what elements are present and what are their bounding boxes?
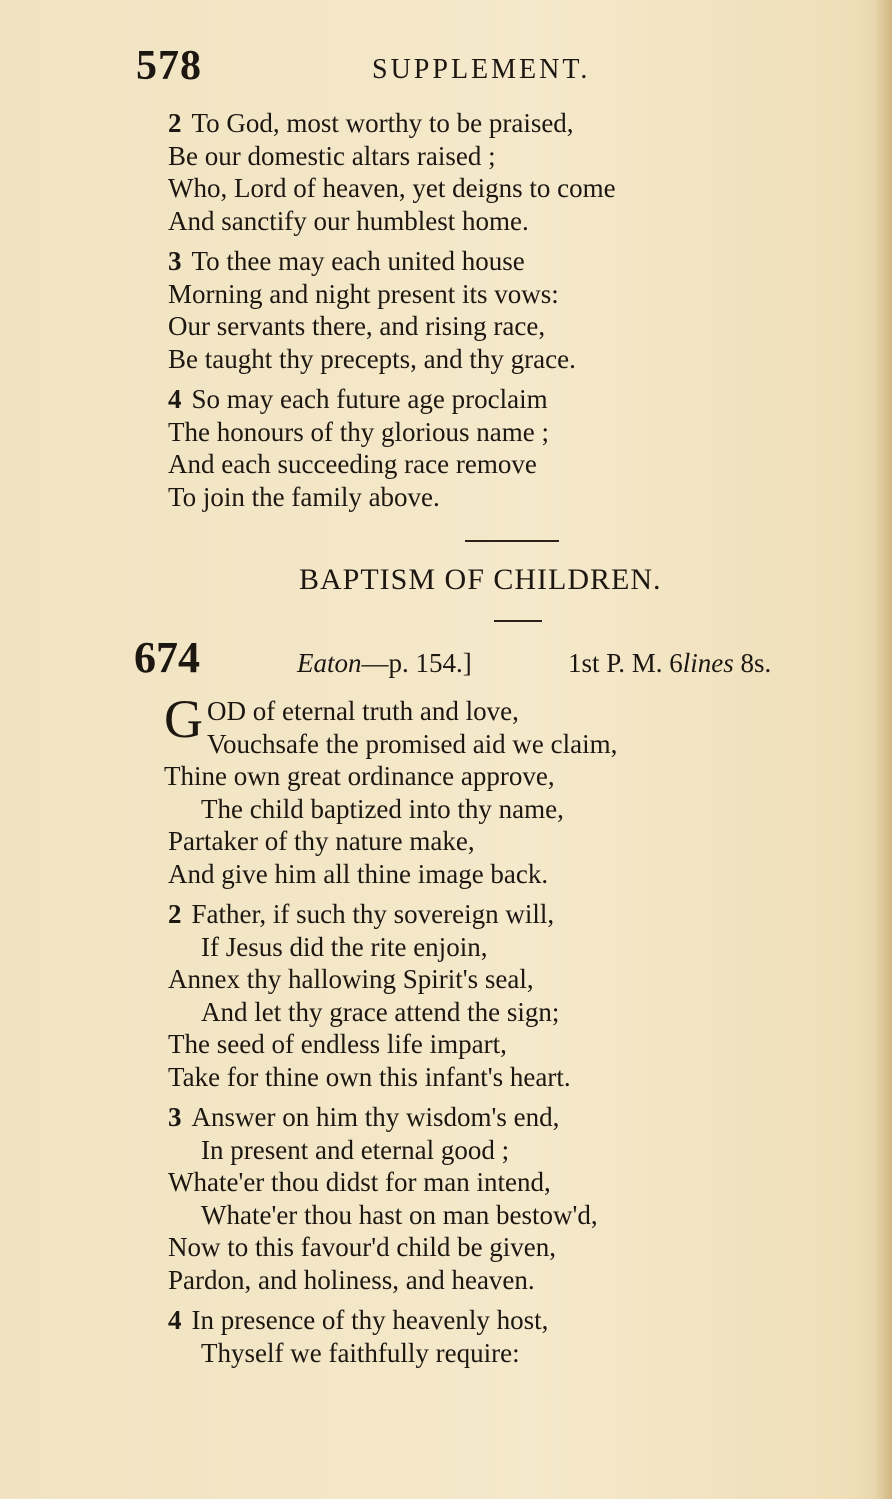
verse-2 [168, 107, 848, 237]
verse-line: 4 In presence of thy heavenly host, [168, 1305, 549, 1335]
page-edge-shadow [874, 0, 892, 1499]
verse-line: Now to this favour'd child be given, [168, 1232, 557, 1262]
verse-line: And let thy grace attend the sign; [201, 996, 560, 1027]
verse-line: Be taught thy precepts, and thy grace. [168, 343, 576, 374]
hymn-number: 674 [134, 633, 200, 682]
page-number: 578 [136, 43, 202, 89]
verse-line: Whate'er thou hast on man bestow'd, [201, 1199, 598, 1230]
drop-cap: G [164, 689, 203, 749]
verse-number: 3 [168, 1102, 182, 1132]
verse-line: Our servants there, and rising race, [168, 311, 546, 341]
verse-line: Be our domestic altars raised ; [168, 140, 496, 171]
verse-line: Thine own great ordinance approve, [164, 761, 555, 791]
verse-number: 3 [168, 246, 182, 276]
verse-line: And sanctify our humblest home. [168, 205, 529, 236]
verse-line: 2 Father, if such thy sovereign will, [168, 899, 555, 929]
verse-line: Vouchsafe the promised aid we claim, [207, 728, 618, 759]
verse-line: Take for thine own this infant's heart. [168, 1061, 571, 1092]
verse-line: The honours of thy glorious name ; [168, 416, 549, 447]
running-head: SUPPLEMENT. [372, 54, 591, 85]
verse-line: And give him all thine image back. [168, 858, 549, 889]
verse-line: And each succeeding race remove [168, 449, 537, 479]
verse-line: Pardon, and holiness, and heaven. [168, 1264, 535, 1295]
verse-line: If Jesus did the rite enjoin, [201, 931, 488, 962]
previous-hymn-continuation [168, 107, 848, 513]
verse-line: Morning and night present its vows: [168, 278, 559, 309]
section-divider-top [465, 540, 559, 542]
verse-2 [168, 898, 858, 1093]
hymn-header [134, 632, 864, 682]
verse-4 [168, 383, 848, 513]
page-header [136, 42, 836, 92]
verse-line: In present and eternal good ; [201, 1134, 510, 1165]
verse-line: Who, Lord of heaven, yet deigns to come [168, 173, 616, 203]
verse-line: 4 So may each future age proclaim [168, 384, 548, 414]
section-title: BAPTISM OF CHILDREN. [299, 563, 662, 596]
verse-3 [168, 245, 848, 375]
verse-4 [168, 1304, 858, 1369]
tune-page: —p. 154.] [361, 648, 472, 678]
verse-line: To join the family above. [168, 481, 440, 512]
tune-name: Eaton [297, 648, 362, 678]
tune-reference [297, 648, 472, 679]
verse-number: 4 [168, 1305, 182, 1335]
verse-line: Annex thy hallowing Spirit's seal, [168, 964, 534, 994]
verse-line: Partaker of thy nature make, [168, 826, 475, 856]
verse-number: 4 [168, 384, 182, 414]
verse-number: 2 [168, 108, 182, 138]
verse-line: GOD of eternal truth and love, [164, 689, 519, 749]
verse-line: Thyself we faithfully require: [201, 1337, 520, 1368]
hymn-674-text [164, 689, 858, 1369]
verse-1 [164, 689, 858, 890]
verse-number: 2 [168, 899, 182, 929]
verse-line: 3 Answer on him thy wisdom's end, [168, 1102, 560, 1132]
verse-line: The child baptized into thy name, [201, 793, 564, 824]
meter: 1st P. M. 6lines 8s. [568, 648, 772, 678]
verse-line: Whate'er thou didst for man intend, [168, 1167, 551, 1197]
verse-line: 2 To God, most worthy to be praised, [168, 108, 574, 138]
verse-line: 3 To thee may each united house [168, 246, 525, 276]
section-divider-bottom [494, 620, 542, 622]
verse-3 [168, 1101, 858, 1296]
verse-line: The seed of endless life impart, [168, 1029, 507, 1059]
